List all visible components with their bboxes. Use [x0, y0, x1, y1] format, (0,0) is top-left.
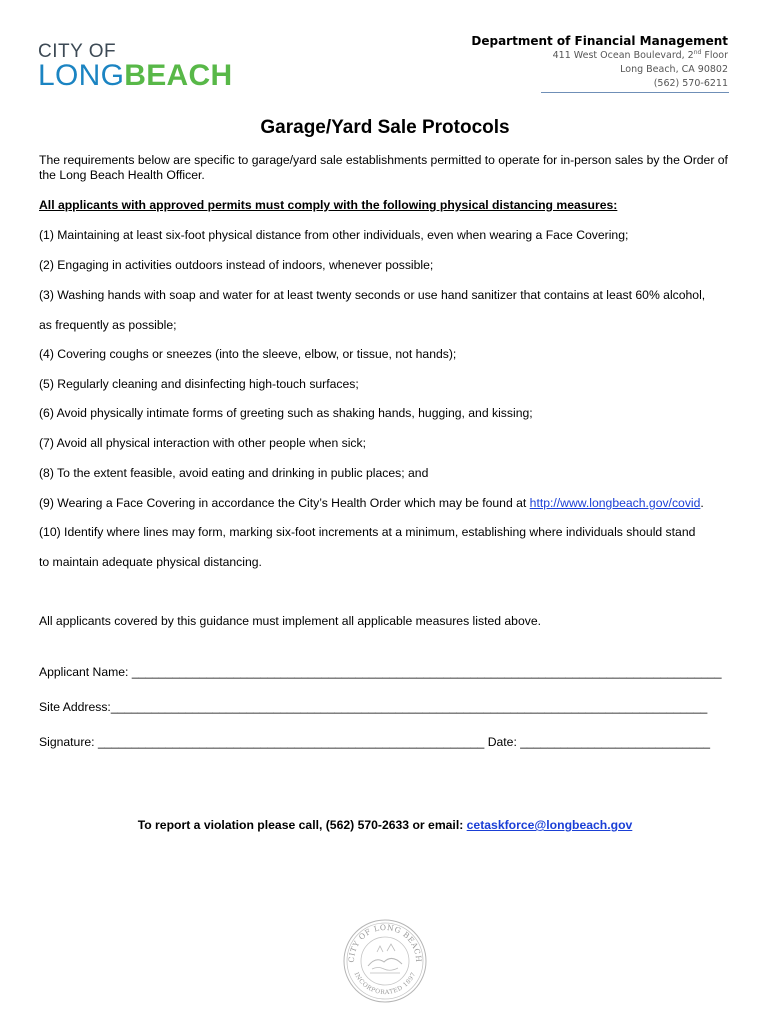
site-address-label: Site Address: [39, 700, 111, 714]
measure-item: (6) Avoid physically intimate forms of greeting such as shaking hands, hugging, and kissing; [39, 406, 533, 420]
measure-item: (3) Washing hands with soap and water for at least twenty seconds or use hand sanitizer that contains at least 60% alcohol, [39, 288, 706, 302]
measures-heading: All applicants with approved permits must comply with the following physical distancing measures: [39, 198, 618, 212]
item9-text: (9) Wearing a Face Covering in accordance the City’s Health Order which may be found at [39, 496, 530, 510]
logo-beach: BEACH [124, 59, 233, 92]
date-line[interactable]: ____________________________ [520, 735, 711, 749]
page-title: Garage/Yard Sale Protocols [260, 117, 510, 138]
department-phone: (562) 570-6211 [653, 78, 728, 89]
measure-item: (4) Covering coughs or sneezes (into the sleeve, elbow, or tissue, not hands); [39, 347, 457, 361]
item9-period: . [700, 496, 704, 510]
measure-item-9 [39, 496, 704, 511]
signature-line[interactable]: _________________________________________________________ [97, 735, 485, 749]
site-address-field[interactable] [39, 700, 707, 715]
address-street: 411 West Ocean Boulevard, 2 [552, 50, 694, 61]
closing-statement: All applicants covered by this guidance must implement all applicable measures listed above. [39, 614, 541, 628]
city-seal [342, 918, 428, 1004]
signature-date-row[interactable] [39, 735, 710, 750]
measure-item: (10) Identify where lines may form, marking six-foot increments at a minimum, establishing where individuals should stand [39, 525, 696, 539]
seal-bottom-text: INCORPORATED 1897 [352, 971, 418, 997]
report-email-link[interactable]: cetaskforce@longbeach.gov [466, 818, 633, 832]
date-label: Date: [484, 735, 521, 749]
applicant-name-line[interactable]: _______________________________________________________________________________________ [131, 665, 722, 679]
logo-city-of: CITY OF [38, 41, 117, 62]
violation-report-note [0, 818, 770, 832]
department-header [471, 33, 728, 91]
logo-wordmark [38, 61, 232, 91]
city-logo [38, 42, 232, 91]
measure-item: to maintain adequate physical distancing. [39, 555, 262, 569]
intro-paragraph: The requirements below are specific to garage/yard sale establishments permitted to operate for in-person sales by the Order of the Long Beach Health Officer. [39, 153, 728, 182]
measure-item: (8) To the extent feasible, avoid eating and drinking in public places; and [39, 466, 429, 480]
header-divider [541, 92, 729, 93]
logo-long: LONG [38, 59, 125, 92]
department-address [471, 49, 728, 63]
measure-item: (5) Regularly cleaning and disinfecting high-touch surfaces; [39, 377, 359, 391]
covid-link[interactable]: http://www.longbeach.gov/covid [529, 496, 701, 510]
measure-item: (7) Avoid all physical interaction with other people when sick; [39, 436, 366, 450]
applicant-name-label: Applicant Name: [39, 665, 132, 679]
department-city: Long Beach, CA 90802 [620, 64, 728, 75]
address-floor: Floor [701, 50, 728, 61]
department-name: Department of Financial Management [471, 34, 728, 48]
measure-item: as frequently as possible; [39, 318, 177, 332]
signature-label: Signature: [39, 735, 98, 749]
violation-report-text: To report a violation please call, (562) 570-2633 or email: [137, 818, 467, 832]
seal-top-text: CITY OF LONG BEACH [346, 922, 424, 963]
applicant-name-field[interactable] [39, 665, 722, 680]
address-floor-suffix: nd [693, 48, 702, 56]
measure-item: (2) Engaging in activities outdoors instead of indoors, whenever possible; [39, 258, 434, 272]
measure-item: (1) Maintaining at least six-foot physical distance from other individuals, even when wearing a Face Covering; [39, 228, 629, 242]
site-address-line[interactable]: ________________________________________________________________________________________ [110, 700, 708, 714]
